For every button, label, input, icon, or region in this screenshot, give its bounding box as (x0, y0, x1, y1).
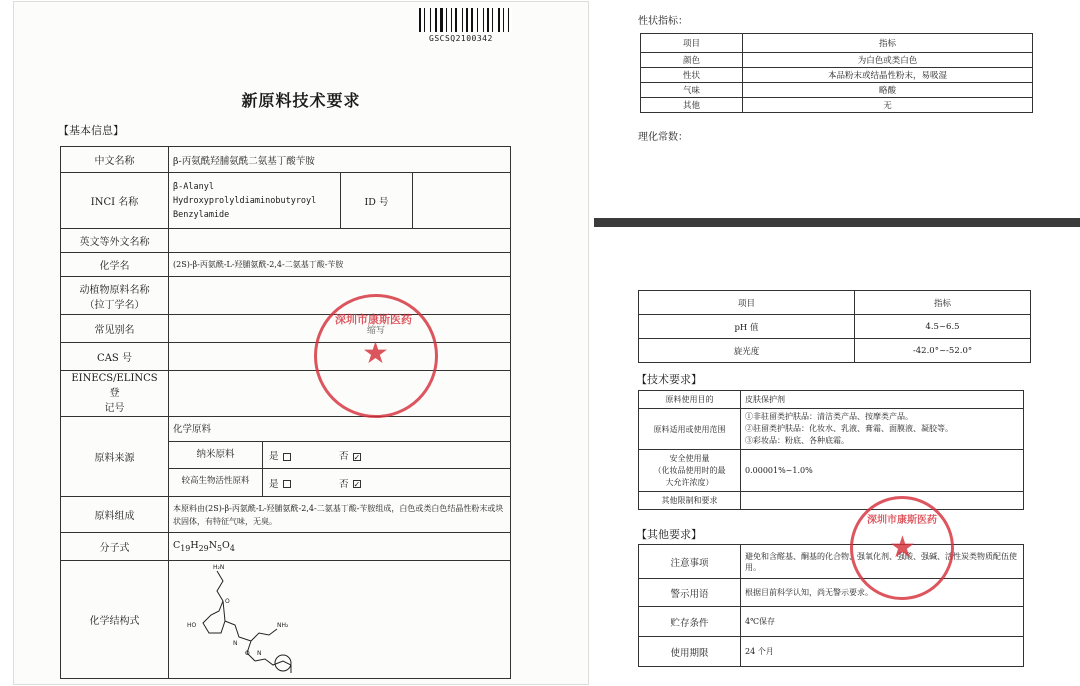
table-row: 性状 本品粉末或结晶性粉末，易吸湿 (641, 68, 1033, 83)
svg-text:H₂N: H₂N (213, 564, 225, 571)
latin-name-label: 动植物原料名称 （拉丁学名） (61, 277, 169, 315)
stamp-note: 缩写 (367, 326, 386, 336)
en-name-value (169, 229, 511, 253)
stamp-star-icon: ★ (362, 336, 389, 371)
basic-info-table (60, 146, 511, 679)
id-value (413, 173, 511, 229)
composition-value: 本原料由(2S)-β-丙氨酰-L-羟脯氨酰-2,4-二氨基丁酸-苄胺组成，白色或类白色结晶性粉末或块状固体，有特征气味，无臭。 (169, 497, 511, 533)
en-name-label: 英文等外文名称 (61, 229, 169, 253)
section-other-requirements: 【其他要求】 (636, 528, 702, 541)
chem-name-value: (2S)-β-丙氨酰-L-羟脯氨酰-2,4-二氨基丁酸-苄胺 (169, 253, 511, 277)
scope-label: 原料适用或使用范围 (639, 409, 741, 450)
appearance-header-spec: 指标 (743, 34, 1033, 53)
document-title: 新原料技术要求 (241, 91, 361, 110)
stamp-text: 深圳市康斯医药 (335, 313, 412, 326)
physchem-constants-label: 理化常数： (638, 132, 688, 143)
formula-label: 分子式 (61, 533, 169, 561)
tech-requirements-table (638, 390, 1024, 510)
table-row: 警示用语 根据目前科学认知，尚无警示要求。 (639, 579, 1024, 607)
nano-no-checkbox-checked: ✓ (353, 452, 361, 462)
purpose-value: 皮肤保护剂 (741, 391, 1024, 409)
bio-yes-checkbox (283, 480, 291, 488)
right-bottom-document-page (596, 228, 1080, 686)
page-divider (594, 218, 1080, 227)
bio-no-checkbox-checked: ✓ (353, 480, 361, 489)
table-row: 旋光度 -42.0°~-52.0° (639, 339, 1031, 363)
other-requirements-table (638, 544, 1024, 667)
table-row: 贮存条件 4℃保存 (639, 607, 1024, 637)
appearance-table (640, 33, 1033, 113)
chemical-structure-image (173, 563, 303, 673)
cn-name-label: 中文名称 (61, 147, 169, 173)
table-row: 颜色 为白色或类白色 (641, 53, 1033, 68)
inci-value: β-Alanyl Hydroxyprolyldiaminobutyroyl Benzylamide (169, 173, 341, 229)
svg-text:HO: HO (187, 622, 197, 629)
structure-label: 化学结构式 (61, 561, 169, 679)
structure-value (169, 561, 511, 679)
table-row: 气味 略酸 (641, 83, 1033, 98)
official-red-stamp-2 (850, 496, 954, 600)
dose-label: 安全使用量 （化妆品使用时的最 大允许浓度） (639, 450, 741, 492)
physchem-header-spec: 指标 (855, 291, 1031, 315)
svg-text:N: N (233, 640, 238, 647)
section-basic-info: 【基本信息】 (58, 124, 124, 137)
other-limits-label: 其他限制和要求 (639, 492, 741, 510)
section-tech-requirements: 【技术要求】 (636, 373, 702, 386)
nano-yes-checkbox (283, 453, 291, 461)
scope-value: ①非驻留类护肤品：清洁类产品、按摩类产品。 ②驻留类护肤品：化妆水、乳液、膏霜、面膜液、凝胶等。 ③彩妆品：粉底、各种底霜。 (741, 409, 1024, 450)
dose-value: 0.00001%~1.0% (741, 450, 1024, 492)
alias-label: 常见别名 (61, 315, 169, 343)
purpose-label: 原料使用目的 (639, 391, 741, 409)
composition-label: 原料组成 (61, 497, 169, 533)
physchem-table (638, 290, 1031, 363)
svg-text:NH₂: NH₂ (277, 622, 289, 629)
physchem-header-item: 项目 (639, 291, 855, 315)
id-label: ID 号 (341, 173, 413, 229)
source-value: 化学原料 纳米原料 是 否 ✓ 较高生物活性原料 是 否 ✓ (169, 417, 511, 497)
svg-text:O: O (245, 650, 250, 657)
formula-value: $C_{19}H_{29}N_5O_4$ (169, 533, 511, 561)
barcode-number: GSCSQ2100342 (429, 34, 493, 43)
bio-row: 较高生物活性原料 是 否 ✓ (169, 469, 510, 496)
einecs-label: EINECS/ELINCS 登 记号 (61, 371, 169, 417)
cn-name-value: β-丙氨酰羟脯氨酰二氨基丁酸苄胺 (169, 147, 511, 173)
inci-label: INCI 名称 (61, 173, 169, 229)
stamp-star-icon-2: ★ (889, 530, 916, 565)
appearance-header-item: 项目 (641, 34, 743, 53)
source-label: 原料来源 (61, 417, 169, 497)
svg-text:N: N (257, 650, 262, 657)
section-appearance: 性状指标： (638, 16, 688, 27)
barcode (419, 8, 519, 32)
table-row: 注意事项 避免和含醛基、酮基的化合物、强氧化剂、强酸、强碱、活性炭类物质配伍使用。 (639, 545, 1024, 579)
cas-label: CAS 号 (61, 343, 169, 371)
left-document-page (14, 2, 588, 684)
svg-text:O: O (225, 598, 230, 605)
chem-name-label: 化学名 (61, 253, 169, 277)
table-row: 使用期限 24 个月 (639, 637, 1024, 667)
stamp-text-2: 深圳市康斯医药 (867, 515, 937, 526)
nano-row: 纳米原料 是 否 ✓ (169, 442, 510, 469)
table-row: 其他 无 (641, 98, 1033, 113)
table-row: pH 值 4.5~6.5 (639, 315, 1031, 339)
right-top-document-page (596, 0, 1080, 218)
official-red-stamp (314, 294, 438, 418)
